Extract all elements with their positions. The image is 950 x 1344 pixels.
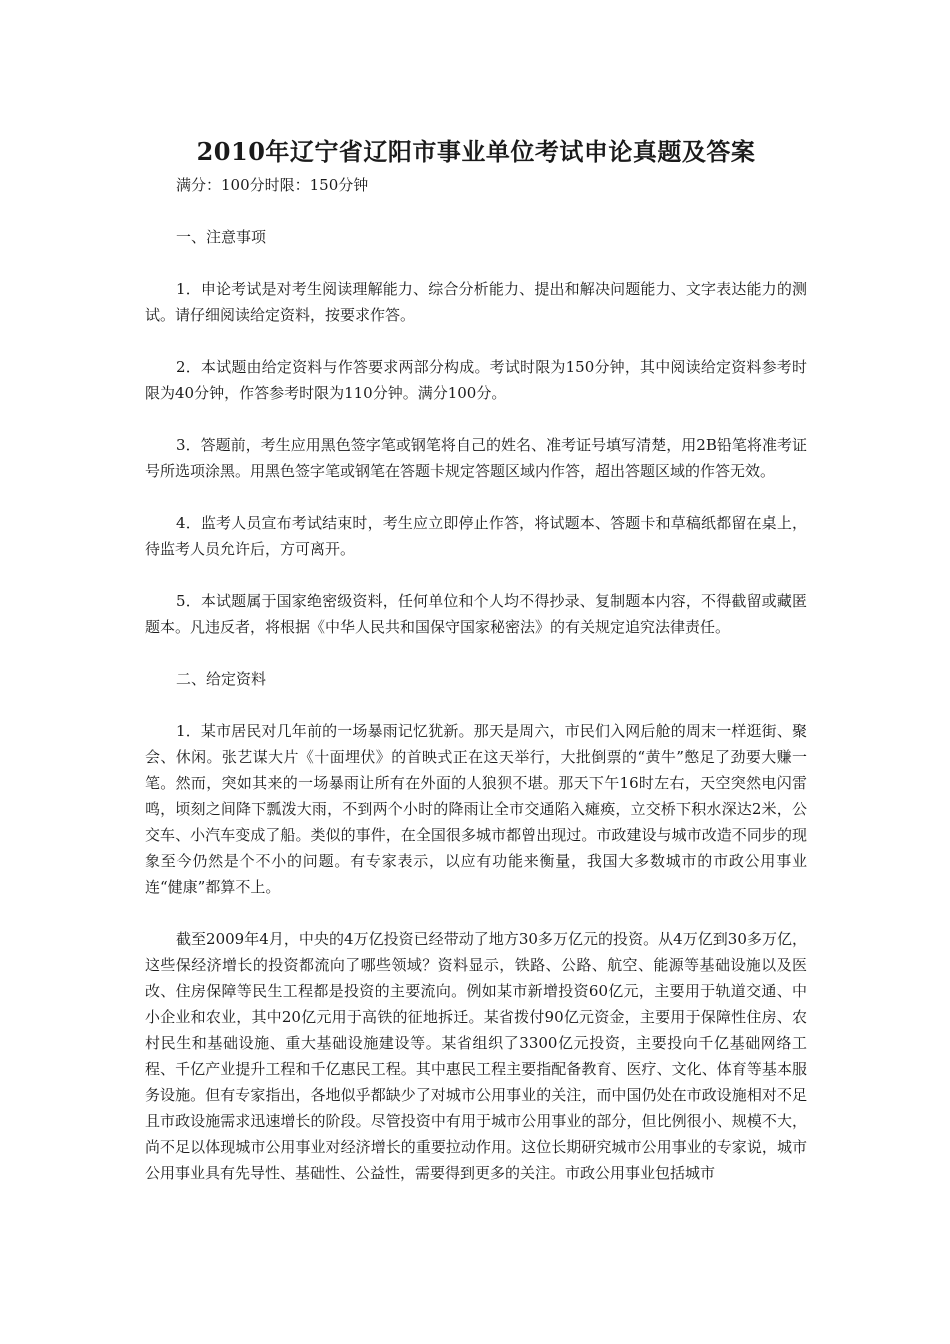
spacer: [145, 198, 807, 224]
spacer: [145, 640, 807, 666]
section-heading-materials: 二、给定资料: [176, 670, 267, 688]
spacer: [145, 484, 807, 510]
document-page: [145, 134, 807, 1186]
document-title: 2010年辽宁省辽阳市事业单位考试申论真题及答案: [196, 137, 756, 166]
spacer: [145, 406, 807, 432]
notice-item: 4．监考人员宣布考试结束时，考生应立即停止作答，将试题本、答题卡和草稿纸都留在桌上，待监考人员允许后，方可离开。: [145, 514, 807, 558]
material-paragraph: 1．某市居民对几年前的一场暴雨记忆犹新。那天是周六，市民们入网后舱的周末一样逛街、聚会、休闲。张艺谋大片《十面埋伏》的首映式正在这天举行，大批倒票的“黄牛”憋足了劲要大赚一笔。然而，突如其来的一场暴雨让所有在外面的人狼狈不堪。那天下午16时左右，天空突然电闪雷鸣，顷刻之间降下瓢泼大雨，不到两个小时的降雨让全市交通陷入瘫痪，立交桥下积水深达2米，公交车、小汽车变成了船。类似的事件，在全国很多城市都曾出现过。市政建设与城市改造不同步的现象至今仍然是个不小的问题。有专家表示，以应有功能来衡量，我国大多数城市的市政公用事业连“健康”都算不上。: [145, 722, 807, 896]
spacer: [145, 900, 807, 926]
exam-meta: 满分：100分时限：150分钟: [176, 176, 369, 194]
notice-item: 3．答题前，考生应用黑色签字笔或钢笔将自己的姓名、准考证号填写清楚，用2B铅笔将准考证号所选项涂黑。用黑色签字笔或钢笔在答题卡规定答题区域内作答，超出答题区域的作答无效。: [145, 436, 807, 480]
spacer: [145, 692, 807, 718]
notice-item: 5．本试题属于国家绝密级资料，任何单位和个人均不得抄录、复制题本内容，不得截留或藏匿题本。凡违反者，将根据《中华人民共和国保守国家秘密法》的有关规定追究法律责任。: [145, 592, 807, 636]
section-heading-notice: 一、注意事项: [176, 228, 267, 246]
spacer: [145, 250, 807, 276]
material-paragraph: 截至2009年4月，中央的4万亿投资已经带动了地方30多万亿元的投资。从4万亿到30多万亿，这些保经济增长的投资都流向了哪些领域？资料显示，铁路、公路、航空、能源等基础设施以及医改、住房保障等民生工程都是投资的主要流向。例如某市新增投资60亿元，主要用于轨道交通、中小企业和农业，其中20亿元用于高铁的征地拆迁。某省拨付90亿元资金，主要用于保障性住房、农村民生和基础设施、重大基础设施建设等。某省组织了3300亿元投资，主要投向千亿基础网络工程、千亿产业提升工程和千亿惠民工程。其中惠民工程主要指配备教育、医疗、文化、体育等基本服务设施。但有专家指出，各地似乎都缺少了对城市公用事业的关注，而中国仍处在市政设施相对不足且市政设施需求迅速增长的阶段。尽管投资中有用于城市公用事业的部分，但比例很小、规模不大，尚不足以体现城市公用事业对经济增长的重要拉动作用。这位长期研究城市公用事业的专家说，城市公用事业具有先导性、基础性、公益性，需要得到更多的关注。市政公用事业包括城市: [145, 930, 807, 1182]
notice-item: 2．本试题由给定资料与作答要求两部分构成。考试时限为150分钟，其中阅读给定资料参考时限为40分钟，作答参考时限为110分钟。满分100分。: [145, 358, 807, 402]
spacer: [145, 562, 807, 588]
spacer: [145, 328, 807, 354]
notice-item: 1．申论考试是对考生阅读理解能力、综合分析能力、提出和解决问题能力、文字表达能力的测试。请仔细阅读给定资料，按要求作答。: [145, 280, 807, 324]
